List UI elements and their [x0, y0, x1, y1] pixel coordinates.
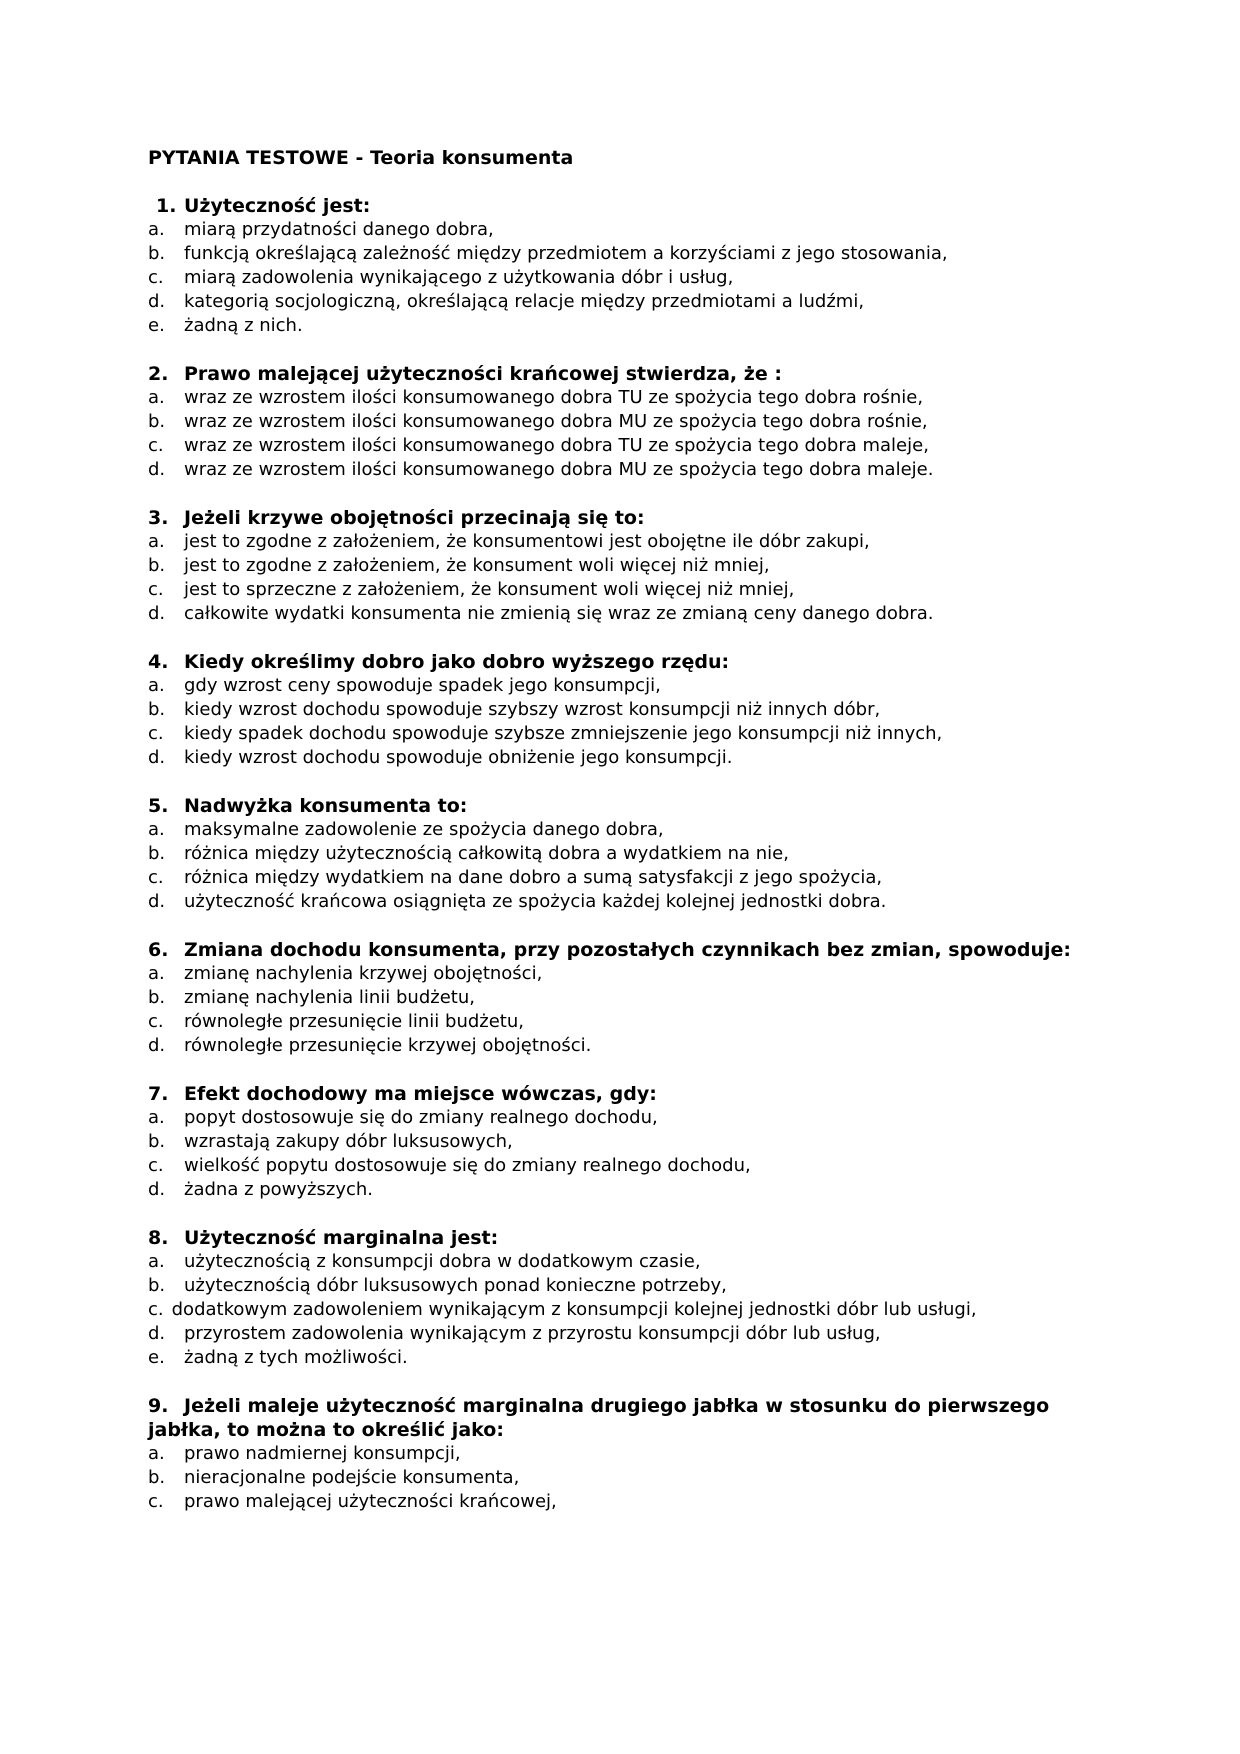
option-text: nieracjonalne podejście konsumenta,: [184, 1467, 520, 1488]
question-number: 4.: [148, 651, 169, 673]
answer-option: [148, 722, 1088, 746]
option-text: miarą przydatności danego dobra,: [184, 219, 494, 240]
question-heading: [148, 1082, 1088, 1106]
option-text: kiedy wzrost dochodu spowoduje obniżenie jego konsumpcji.: [184, 747, 733, 768]
answer-option: [148, 746, 1088, 770]
question-number: 3.: [148, 507, 169, 529]
option-text: miarą zadowolenia wynikającego z użytkowania dóbr i usług,: [184, 267, 734, 288]
answer-option: [148, 1154, 1088, 1178]
option-letter: e.: [148, 315, 165, 336]
option-letter: b.: [148, 411, 166, 432]
answer-option: [148, 578, 1088, 602]
answer-option: [148, 602, 1088, 626]
option-letter: b.: [148, 243, 166, 264]
answer-option: [148, 1298, 1088, 1322]
answer-option: [148, 674, 1088, 698]
option-text: dodatkowym zadowoleniem wynikającym z konsumpcji kolejnej jednostki dóbr lub usługi,: [171, 1299, 977, 1320]
option-letter: c.: [148, 723, 164, 744]
question-heading: [148, 794, 1088, 818]
answer-option: [148, 266, 1088, 290]
question-text: Kiedy określimy dobro jako dobro wyższego rzędu:: [184, 651, 730, 673]
answer-option: [148, 458, 1088, 482]
option-letter: b.: [148, 1131, 166, 1152]
question-number: 6.: [148, 939, 169, 961]
answer-option: [148, 890, 1088, 914]
answer-option: [148, 434, 1088, 458]
option-letter: b.: [148, 555, 166, 576]
question-number: 1.: [156, 195, 177, 217]
question-number: 8.: [148, 1227, 169, 1249]
option-text: całkowite wydatki konsumenta nie zmienią się wraz ze zmianą ceny danego dobra.: [184, 603, 934, 624]
option-letter: c.: [148, 1491, 164, 1512]
question-1: [148, 194, 1088, 338]
option-letter: e.: [148, 1347, 165, 1368]
option-letter: d.: [148, 1323, 166, 1344]
option-text: kiedy wzrost dochodu spowoduje szybszy wzrost konsumpcji niż innych dóbr,: [184, 699, 881, 720]
option-text: różnica między użytecznością całkowitą dobra a wydatkiem na nie,: [184, 843, 789, 864]
option-letter: b.: [148, 1467, 166, 1488]
document-title: PYTANIA TESTOWE - Teoria konsumenta: [148, 147, 574, 169]
answer-option: [148, 1130, 1088, 1154]
option-letter: c.: [148, 435, 164, 456]
option-text: różnica między wydatkiem na dane dobro a sumą satysfakcji z jego spożycia,: [184, 867, 883, 888]
answer-option: [148, 818, 1088, 842]
answer-option: [148, 1250, 1088, 1274]
option-text: żadna z powyższych.: [184, 1179, 373, 1200]
option-text: maksymalne zadowolenie ze spożycia danego dobra,: [184, 819, 664, 840]
option-letter: c.: [148, 1299, 164, 1320]
question-number: 5.: [148, 795, 169, 817]
option-letter: a.: [148, 675, 165, 696]
question-3: [148, 506, 1088, 626]
option-text: równoległe przesunięcie krzywej obojętności.: [184, 1035, 592, 1056]
option-text: jest to zgodne z założeniem, że konsument woli więcej niż mniej,: [184, 555, 770, 576]
answer-option: [148, 530, 1088, 554]
answer-option: [148, 698, 1088, 722]
option-letter: d.: [148, 291, 166, 312]
option-letter: a.: [148, 1443, 165, 1464]
option-text: jest to sprzeczne z założeniem, że konsument woli więcej niż mniej,: [184, 579, 795, 600]
answer-option: [148, 314, 1088, 338]
question-4: [148, 650, 1088, 770]
question-heading: [148, 1394, 1088, 1442]
question-heading: [148, 506, 1088, 530]
question-number: 2.: [148, 363, 169, 385]
answer-option: [148, 866, 1088, 890]
option-letter: a.: [148, 387, 165, 408]
option-letter: c.: [148, 867, 164, 888]
answer-option: [148, 554, 1088, 578]
question-text: Jeżeli maleje użyteczność marginalna drugiego jabłka w stosunku do pierwszego jabłka, to można to określić jako:: [148, 1395, 1050, 1441]
question-text: Użyteczność jest:: [184, 195, 371, 217]
option-letter: c.: [148, 1155, 164, 1176]
option-text: funkcją określającą zależność między przedmiotem a korzyściami z jego stosowania,: [184, 243, 948, 264]
option-text: prawo malejącej użyteczności krańcowej,: [184, 1491, 557, 1512]
question-5: [148, 794, 1088, 914]
option-text: użyteczność krańcowa osiągnięta ze spożycia każdej kolejnej jednostki dobra.: [184, 891, 887, 912]
option-text: wraz ze wzrostem ilości konsumowanego dobra TU ze spożycia tego dobra rośnie,: [184, 387, 924, 408]
option-letter: b.: [148, 843, 166, 864]
option-text: przyrostem zadowolenia wynikającym z przyrostu konsumpcji dóbr lub usług,: [184, 1323, 881, 1344]
answer-option: [148, 842, 1088, 866]
question-7: [148, 1082, 1088, 1202]
question-text: Użyteczność marginalna jest:: [184, 1227, 499, 1249]
option-text: kiedy spadek dochodu spowoduje szybsze zmniejszenie jego konsumpcji niż innych,: [184, 723, 943, 744]
question-9: [148, 1394, 1088, 1514]
question-text: Zmiana dochodu konsumenta, przy pozostałych czynnikach bez zmian, spowoduje:: [184, 939, 1071, 961]
answer-option: [148, 986, 1088, 1010]
option-letter: d.: [148, 747, 166, 768]
question-heading: [148, 938, 1088, 962]
option-letter: b.: [148, 1275, 166, 1296]
option-letter: d.: [148, 459, 166, 480]
question-number: 9.: [148, 1395, 169, 1417]
answer-option: [148, 1034, 1088, 1058]
option-text: wraz ze wzrostem ilości konsumowanego dobra TU ze spożycia tego dobra maleje,: [184, 435, 929, 456]
answer-option: [148, 242, 1088, 266]
question-heading: [148, 362, 1088, 386]
question-2: [148, 362, 1088, 482]
option-text: prawo nadmiernej konsumpcji,: [184, 1443, 461, 1464]
option-letter: c.: [148, 579, 164, 600]
option-text: wraz ze wzrostem ilości konsumowanego dobra MU ze spożycia tego dobra rośnie,: [184, 411, 928, 432]
answer-option: [148, 1346, 1088, 1370]
option-letter: a.: [148, 219, 165, 240]
question-heading: [148, 1226, 1088, 1250]
answer-option: [148, 386, 1088, 410]
answer-option: [148, 1106, 1088, 1130]
option-letter: d.: [148, 891, 166, 912]
answer-option: [148, 218, 1088, 242]
question-heading: [148, 194, 1088, 218]
option-text: żadną z nich.: [184, 315, 303, 336]
option-text: użytecznością dóbr luksusowych ponad konieczne potrzeby,: [184, 1275, 727, 1296]
option-text: zmianę nachylenia linii budżetu,: [184, 987, 475, 1008]
option-text: jest to zgodne z założeniem, że konsumentowi jest obojętne ile dóbr zakupi,: [184, 531, 870, 552]
answer-option: [148, 290, 1088, 314]
option-text: wraz ze wzrostem ilości konsumowanego dobra MU ze spożycia tego dobra maleje.: [184, 459, 934, 480]
option-text: gdy wzrost ceny spowoduje spadek jego konsumpcji,: [184, 675, 661, 696]
answer-option: [148, 1178, 1088, 1202]
option-text: popyt dostosowuje się do zmiany realnego dochodu,: [184, 1107, 658, 1128]
question-text: Jeżeli krzywe obojętności przecinają się to:: [184, 507, 645, 529]
option-text: wzrastają zakupy dóbr luksusowych,: [184, 1131, 513, 1152]
option-text: kategorią socjologiczną, określającą relacje między przedmiotami a ludźmi,: [184, 291, 865, 312]
option-text: równoległe przesunięcie linii budżetu,: [184, 1011, 524, 1032]
question-8: [148, 1226, 1088, 1370]
option-letter: d.: [148, 1035, 166, 1056]
option-letter: a.: [148, 963, 165, 984]
answer-option: [148, 1490, 1088, 1514]
option-text: zmianę nachylenia krzywej obojętności,: [184, 963, 543, 984]
question-text: Efekt dochodowy ma miejsce wówczas, gdy:: [184, 1083, 657, 1105]
answer-option: [148, 1442, 1088, 1466]
option-letter: a.: [148, 531, 165, 552]
question-6: [148, 938, 1088, 1058]
answer-option: [148, 1274, 1088, 1298]
answer-option: [148, 410, 1088, 434]
question-text: Prawo malejącej użyteczności krańcowej stwierdza, że :: [184, 363, 782, 385]
option-text: użytecznością z konsumpcji dobra w dodatkowym czasie,: [184, 1251, 701, 1272]
option-letter: c.: [148, 1011, 164, 1032]
question-number: 7.: [148, 1083, 169, 1105]
answer-option: [148, 1322, 1088, 1346]
option-letter: a.: [148, 1251, 165, 1272]
option-letter: b.: [148, 987, 166, 1008]
option-letter: b.: [148, 699, 166, 720]
option-text: żadną z tych możliwości.: [184, 1347, 408, 1368]
question-text: Nadwyżka konsumenta to:: [184, 795, 468, 817]
answer-option: [148, 1466, 1088, 1490]
option-letter: a.: [148, 819, 165, 840]
option-text: wielkość popytu dostosowuje się do zmiany realnego dochodu,: [184, 1155, 751, 1176]
document-page: [148, 146, 1088, 1538]
option-letter: c.: [148, 267, 164, 288]
option-letter: a.: [148, 1107, 165, 1128]
answer-option: [148, 962, 1088, 986]
answer-option: [148, 1010, 1088, 1034]
option-letter: d.: [148, 1179, 166, 1200]
question-heading: [148, 650, 1088, 674]
option-letter: d.: [148, 603, 166, 624]
